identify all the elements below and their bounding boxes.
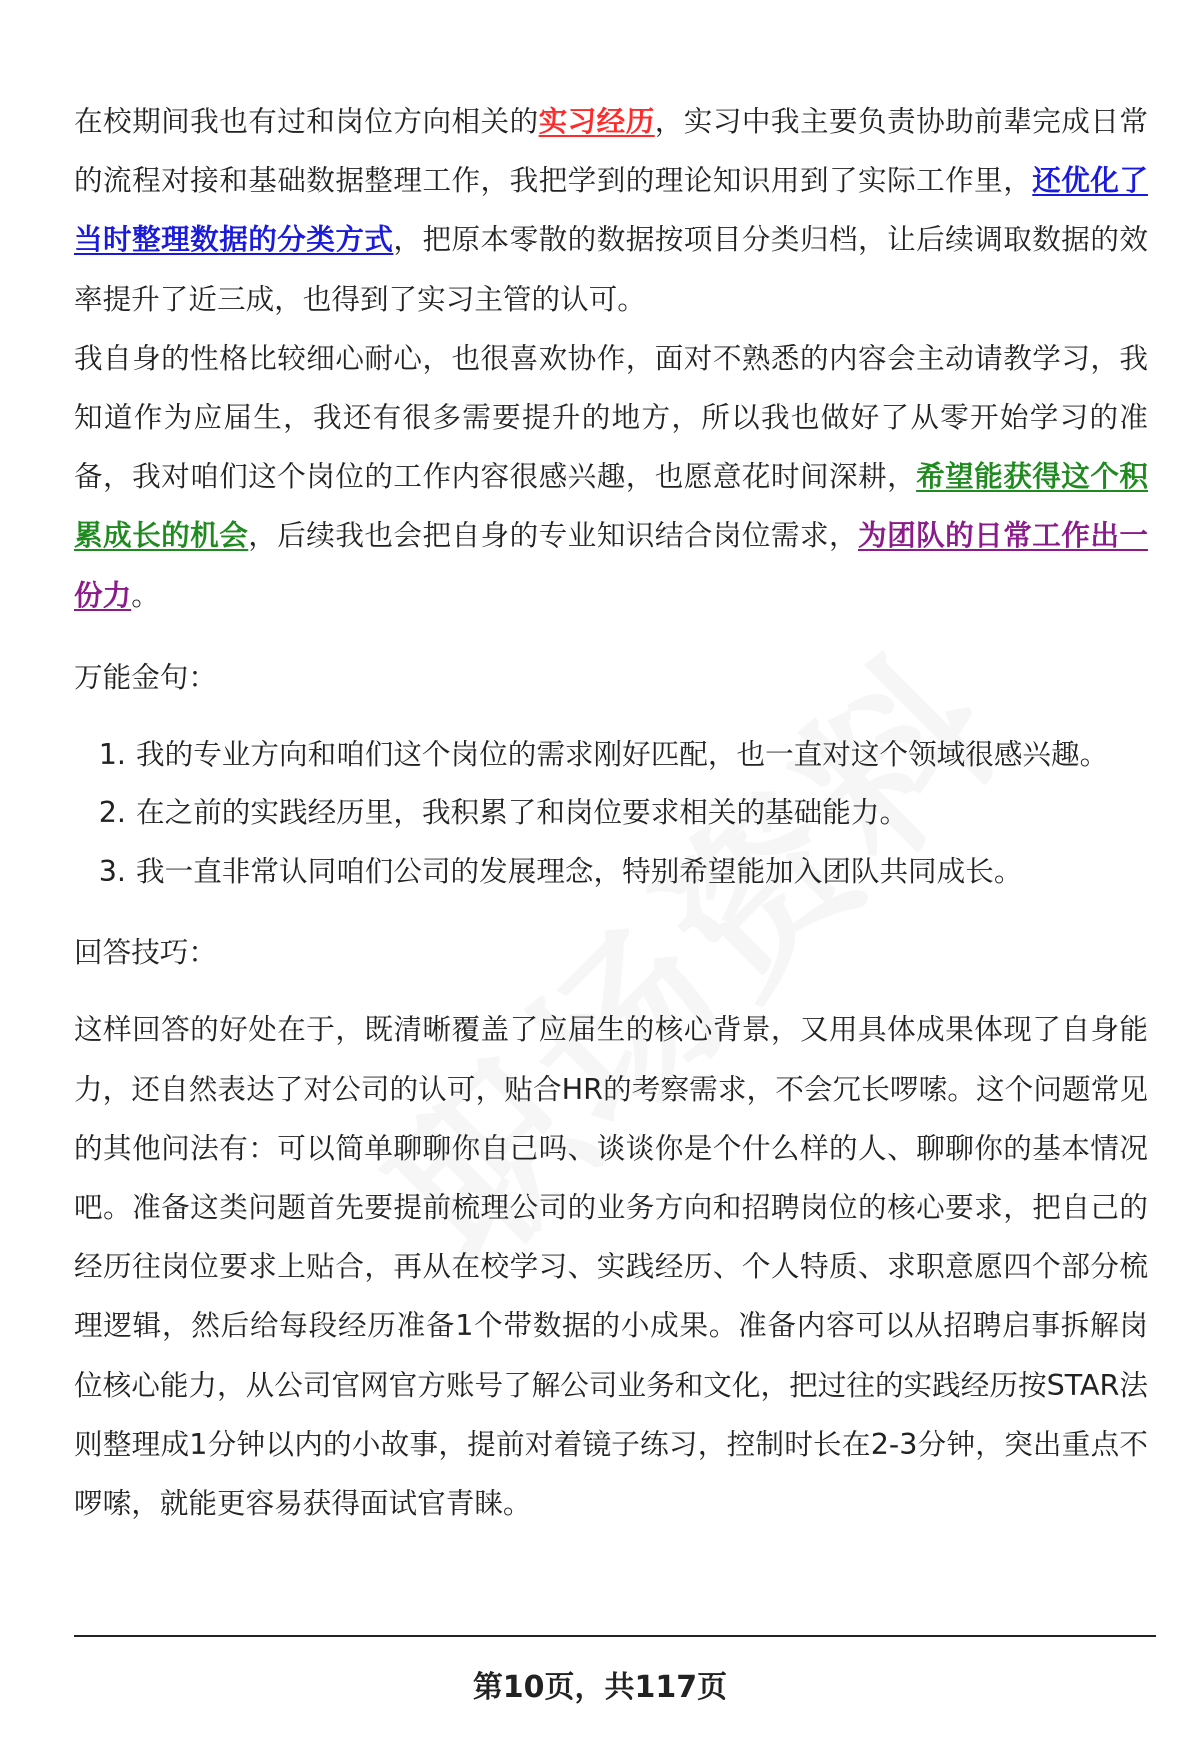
footer-divider [74, 1635, 1156, 1637]
paragraph1-text-1: 在校期间我也有过和岗位方向相关的 [74, 104, 539, 138]
tips-heading: 回答技巧： [74, 935, 217, 970]
paragraph1-text-2: ，实习中我主要负责协助前辈完成日常的流程对接和基础数据整理工作，我把学到的理论知识用到了实际工作里， [74, 104, 1148, 198]
paragraph2-text-2: ，后续我也会把自身的专业知识结合岗位需求， [248, 518, 859, 553]
list-item-number: 3. [98, 853, 126, 888]
highlight-optimization: 还优化了当时整理数据的分类方式 [74, 163, 1148, 257]
paragraph2-text-3: 。 [131, 577, 160, 612]
golden-list [74, 725, 1148, 901]
highlight-growth-opportunity: 希望能获得这个积累成长的机会 [74, 459, 1148, 553]
list-item-text: 我一直非常认同咱们公司的发展理念，特别希望能加入团队共同成长。 [136, 853, 1023, 888]
paragraph1-text-3: ，把原本零散的数据按项目分类归档，让后续调取数据的效率提升了近三成，也得到了实习主管的认可。 [74, 222, 1148, 316]
page-content [74, 92, 1148, 1533]
golden-heading: 万能金句： [74, 659, 217, 694]
paragraph-tips: 这样回答的好处在于，既清晰覆盖了应届生的核心背景，又用具体成果体现了自身能力，还自然表达了对公司的认可，贴合HR的考察需求，不会冗长啰嗦。这个问题常见的其他问法有：可以简单聊聊你自己吗、谈谈你是个什么样的人、聊聊你的基本情况吧。准备这类问题首先要提前梳理公司的业务方向和招聘岗位的核心要求，把自己的经历往岗位要求上贴合，再从在校学习、实践经历、个人特质、求职意愿四个部分梳理逻辑，然后给每段经历准备1个带数据的小成果。准备内容可以从招聘启事拆解岗位核心能力，从公司官网官方账号了解公司业务和文化，把过往的实践经历按STAR法则整理成1分钟以内的小故事，提前对着镜子练习，控制时长在2-3分钟，突出重点不啰嗦，就能更容易获得面试官青睐。 [74, 1012, 1148, 1520]
paragraph-personality [74, 329, 1148, 625]
paragraph-internship [74, 92, 1148, 329]
list-item-number: 2. [98, 795, 126, 830]
list-item-text: 在之前的实践经历里，我积累了和岗位要求相关的基础能力。 [136, 795, 909, 830]
list-item-number: 1. [98, 736, 126, 771]
list-item [74, 725, 1148, 784]
highlight-internship: 实习经历 [538, 104, 655, 138]
page-number: 第10页，共117页 [472, 1670, 728, 1705]
list-item [74, 783, 1148, 842]
paragraph2-text-1: 我自身的性格比较细心耐心，也很喜欢协作，面对不熟悉的内容会主动请教学习，我知道作为应届生，我还有很多需要提升的地方，所以我也做好了从零开始学习的准备，我对咱们这个岗位的工作内容很感兴趣，也愿意花时间深耕， [74, 340, 1148, 494]
list-item-text: 我的专业方向和咱们这个岗位的需求刚好匹配，也一直对这个领域很感兴趣。 [136, 736, 1109, 771]
highlight-team-contribution: 为团队的日常工作出一份力 [74, 518, 1148, 612]
list-item [74, 842, 1148, 901]
